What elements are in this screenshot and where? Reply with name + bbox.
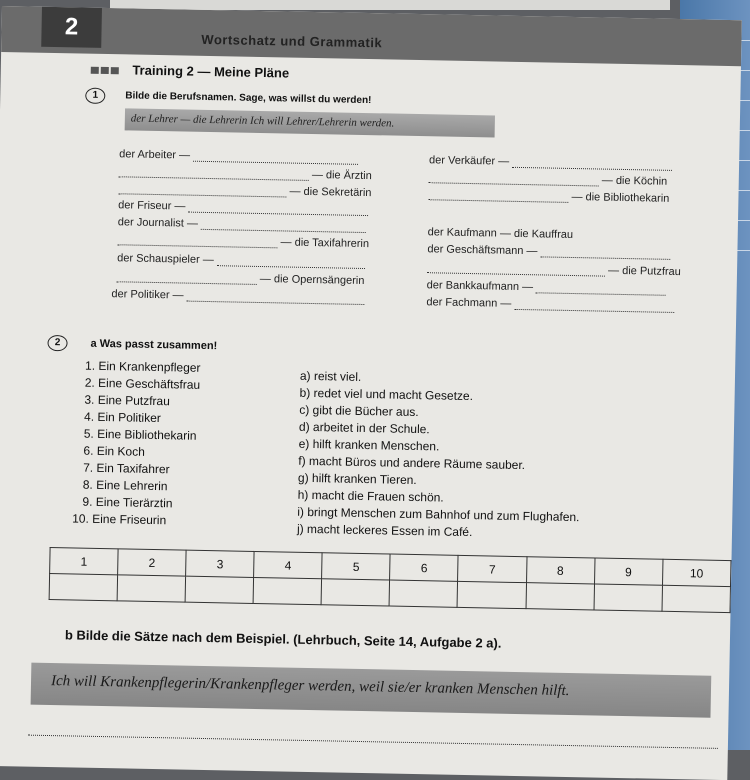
- table-header: 2: [118, 549, 187, 576]
- answer-cell[interactable]: [594, 584, 663, 611]
- background-sheet: [110, 0, 670, 10]
- list-item: c) gibt die Bücher aus.: [299, 402, 419, 420]
- list-item: — die Taxifahrerin: [117, 233, 369, 250]
- task2-title: a Was passt zusammen!: [90, 337, 218, 353]
- list-item: der Geschäftsmann —: [427, 243, 670, 260]
- list-item: 3. Eine Putzfrau: [84, 392, 170, 409]
- list-item: — die Sekretärin: [118, 182, 371, 199]
- list-item: — die Köchin: [429, 171, 668, 188]
- list-item: der Bankkaufmann —: [427, 279, 667, 296]
- answer-cell[interactable]: [458, 581, 527, 608]
- list-item: der Arbeiter —: [119, 148, 358, 165]
- list-item: 6. Ein Koch: [83, 443, 145, 459]
- table-header: 3: [186, 550, 255, 577]
- list-item: — die Bibliothekarin: [428, 188, 669, 205]
- task1-example-box: [125, 108, 495, 137]
- list-item: der Verkäufer —: [429, 154, 672, 171]
- list-item: der Schauspieler —: [117, 252, 365, 269]
- list-item: der Friseur —: [118, 199, 368, 216]
- list-item: der Journalist —: [118, 216, 366, 233]
- list-item: h) macht die Frauen schön.: [297, 487, 444, 505]
- section-title-line: [91, 62, 290, 81]
- answer-cell[interactable]: [389, 580, 458, 607]
- answer-cell[interactable]: [526, 583, 595, 610]
- task2-right-list: [297, 368, 582, 543]
- task1-example: der Lehrer — die Lehrerin Ich will Lehrer/Lehrerin werden.: [130, 112, 395, 130]
- answer-cell[interactable]: [662, 585, 731, 612]
- list-item: i) bringt Menschen zum Bahnhof und zum Flughafen.: [297, 504, 580, 525]
- section-title: Training 2 — Meine Pläne: [132, 62, 290, 81]
- list-item: b) redet viel und macht Gesetze.: [299, 385, 474, 404]
- page-title: Wortschatz und Grammatik: [201, 31, 383, 51]
- answer-line[interactable]: [28, 735, 718, 749]
- task-number-1: 1: [85, 88, 105, 104]
- list-item: e) hilft kranken Menschen.: [298, 436, 440, 454]
- list-item: der Kaufmann — die Kauffrau: [427, 226, 574, 242]
- answer-cell[interactable]: [321, 579, 390, 606]
- table-header: 10: [662, 559, 731, 586]
- table-header: 1: [50, 548, 119, 575]
- list-item: — die Opernsängerin: [117, 270, 365, 287]
- list-item: 10. Eine Friseurin: [72, 511, 167, 528]
- list-item: 4. Ein Politiker: [83, 409, 161, 426]
- task-number-2: 2: [47, 335, 67, 351]
- list-item: j) macht leckeres Essen im Café.: [296, 521, 473, 540]
- list-item: 5. Eine Bibliothekarin: [83, 426, 197, 443]
- task2b-example-box: [31, 663, 712, 718]
- table-header: 6: [390, 554, 459, 581]
- list-item: 8. Eine Lehrerin: [82, 477, 168, 494]
- table-header: 9: [594, 558, 663, 585]
- squares-icon: [91, 62, 121, 78]
- list-item: g) hilft kranken Tieren.: [297, 470, 417, 488]
- list-item: a) reist viel.: [299, 368, 362, 384]
- list-item: der Politiker —: [111, 288, 364, 305]
- table-header: 8: [526, 557, 595, 584]
- list-item: 2. Eine Geschäftsfrau: [84, 375, 201, 392]
- task1-instruction: Bilde die Berufsnamen. Sage, was willst du werden!: [125, 90, 372, 107]
- answer-cell[interactable]: [185, 576, 254, 603]
- task2-left-list: [72, 357, 201, 529]
- list-item: d) arbeitet in der Schule.: [298, 419, 430, 437]
- table-header: 4: [254, 551, 323, 578]
- answer-cell[interactable]: [117, 575, 186, 602]
- list-item: f) macht Büros und andere Räume sauber.: [298, 453, 526, 473]
- table-header: 7: [458, 555, 527, 582]
- list-item: — die Putzfrau: [427, 261, 681, 278]
- task2b-title: b Bilde die Sätze nach dem Beispiel. (Lehrbuch, Seite 14, Aufgabe 2 a).: [64, 627, 502, 651]
- list-item: 1. Ein Krankenpfleger: [84, 358, 201, 375]
- page-number: 2: [41, 7, 102, 48]
- answer-cell[interactable]: [49, 574, 118, 601]
- answer-table: [49, 547, 732, 613]
- task2b-example: Ich will Krankenpflegerin/Krankenpfleger werden, weil sie/er kranken Menschen hilft.: [50, 673, 570, 700]
- answer-cell[interactable]: [253, 577, 322, 604]
- table-header: 5: [322, 553, 391, 580]
- list-item: — die Ärztin: [119, 165, 372, 182]
- list-item: der Fachmann —: [426, 296, 674, 313]
- list-item: 9. Eine Tierärztin: [82, 494, 173, 511]
- list-item: 7. Ein Taxifahrer: [83, 460, 170, 477]
- worksheet-page: [0, 6, 742, 780]
